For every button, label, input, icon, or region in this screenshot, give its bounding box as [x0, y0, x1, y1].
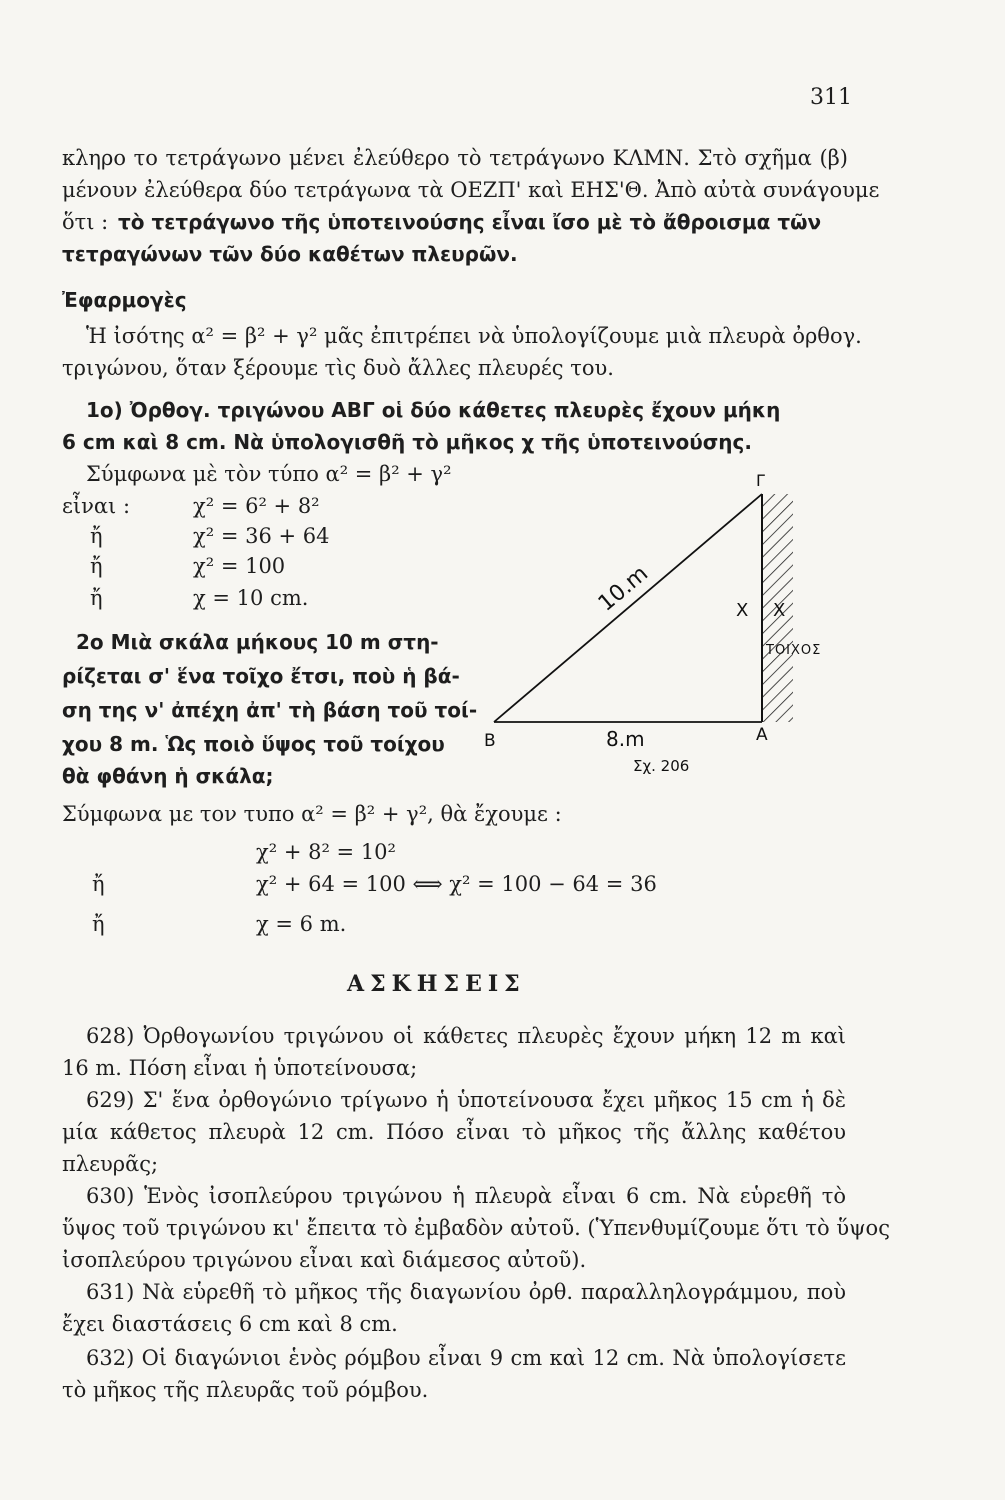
- example1-step-eq: χ² = 100: [193, 554, 286, 578]
- example2-step-label: ἤ: [92, 872, 105, 896]
- example1-step-eq: χ = 10 cm.: [193, 586, 309, 610]
- example1-step-label: ἤ: [90, 554, 103, 578]
- exercise-632-line-2: τὸ μῆκος τῆς πλευρᾶς τοῦ ρόμβου.: [62, 1378, 429, 1402]
- exercise-630-line-2: ὕψος τοῦ τριγώνου κι' ἔπειτα τὸ ἐμβαδὸν αὐτοῦ. (Ὑπενθυμίζουμε ὅτι τὸ ὕψος: [62, 1216, 890, 1240]
- exercise-629-line-2: μία κάθετος πλευρὰ 12 cm. Πόσο εἶναι τὸ μῆκος τῆς ἄλλης καθέτου: [62, 1120, 846, 1144]
- figure-caption: Σχ. 206: [633, 757, 690, 775]
- exercises-heading: ΑΣΚΗΣΕΙΣ: [347, 971, 526, 997]
- equality-line-1: Ἡ ἰσότης α² = β² + γ² μᾶς ἐπιτρέπει νὰ ὑπολογίζουμε μιὰ πλευρὰ ὀρθογ.: [86, 324, 862, 348]
- example1-step-label: ἤ: [90, 586, 103, 610]
- figure-206: [480, 470, 840, 780]
- example1-step-eq: χ² = 36 + 64: [193, 524, 330, 548]
- example1-step-label: ἤ: [90, 524, 103, 548]
- example2-step-eq: χ² + 8² = 10²: [256, 840, 396, 864]
- example2-statement-3: ση της ν' ἀπέχη ἀπ' τὴ βάση τοῦ τοί-: [62, 698, 478, 722]
- label-alpha: Α: [756, 725, 768, 745]
- example2-step-label: ἤ: [92, 912, 105, 936]
- applications-title: Ἐφαρμογὲς: [62, 288, 187, 312]
- example2-statement-5: θὰ φθάνη ἡ σκάλα;: [62, 764, 274, 788]
- exercise-631-line-2: ἔχει διαστάσεις 6 cm καὶ 8 cm.: [62, 1312, 398, 1336]
- example1-step-eq: χ² = 6² + 8²: [193, 494, 320, 518]
- equality-line-2: τριγώνου, ὅταν ξέρουμε τὶς δυὸ ἄλλες πλευρές του.: [62, 356, 614, 380]
- base-length-label: 8.m: [606, 727, 645, 751]
- exercise-630-line-1: 630) Ἑνὸς ἰσοπλεύρου τριγώνου ἡ πλευρὰ εἶναι 6 cm. Νὰ εὑρεθῆ τὸ: [86, 1184, 846, 1208]
- exercise-632-line-1: 632) Οἱ διαγώνιοι ἑνὸς ρόμβου εἶναι 9 cm καὶ 12 cm. Νὰ ὑπολογίσετε: [86, 1346, 846, 1370]
- example1-formula-intro: Σύμφωνα μὲ τὸν τύπο α² = β² + γ²: [86, 462, 452, 486]
- example2-statement-2: ρίζεται σ' ἕνα τοῖχο ἔτσι, ποὺ ἡ βά-: [62, 664, 460, 688]
- example2-step-eq: χ = 6 m.: [256, 912, 347, 936]
- example2-step-eq: χ² + 64 = 100 ⟺ χ² = 100 − 64 = 36: [256, 872, 657, 896]
- page-number: 311: [810, 85, 852, 110]
- exercise-629-line-3: πλευρᾶς;: [62, 1152, 159, 1176]
- example2-statement-1: 2ο Μιὰ σκάλα μήκους 10 m στη-: [76, 630, 439, 654]
- x-label: Χ: [736, 600, 749, 621]
- example1-statement-2: 6 cm καὶ 8 cm. Νὰ ὑπολογισθῆ τὸ μῆκος χ τῆς ὑποτεινούσης.: [62, 430, 752, 454]
- example1-statement-1: 1ο) Ὀρθογ. τριγώνου ΑΒΓ οἱ δύο κάθετες πλευρὲς ἔχουν μήκη: [86, 398, 781, 422]
- example2-formula-intro: Σύμφωνα με τον τυπο α² = β² + γ², θὰ ἔχουμε :: [62, 802, 562, 826]
- label-beta: Β: [484, 731, 496, 751]
- example2-statement-4: χου 8 m. Ὡς ποιὸ ὕψος τοῦ τοίχου: [62, 732, 445, 756]
- hyp-length-label: 10.m: [593, 561, 654, 617]
- example1-step-label: εἶναι :: [62, 494, 131, 518]
- intro-line-1: κληρο το τετράγωνο μένει ἐλεύθερο τὸ τετράγωνο ΚΛΜΝ. Στὸ σχῆμα (β): [62, 146, 848, 170]
- exercise-631-line-1: 631) Νὰ εὑρεθῆ τὸ μῆκος τῆς διαγωνίου ὀρθ. παραλληλογράμμου, ποὺ: [86, 1280, 846, 1304]
- theorem-line-2: τετραγώνων τῶν δύο καθέτων πλευρῶν.: [62, 242, 518, 266]
- wall-label: ΤΟΙΧΟΣ: [766, 643, 822, 658]
- theorem-line-1: τὸ τετράγωνο τῆς ὑποτεινούσης εἶναι ἴσο μὲ τὸ ἄθροισμα τῶν: [118, 210, 822, 234]
- x-label-wall: Χ: [773, 600, 786, 621]
- exercise-630-line-3: ἰσοπλεύρου τριγώνου εἶναι καὶ διάμεσος αὐτοῦ).: [62, 1248, 587, 1272]
- exercise-629-line-1: 629) Σ' ἕνα ὀρθογώνιο τρίγωνο ἡ ὑποτείνουσα ἔχει μῆκος 15 cm ἡ δὲ: [86, 1088, 846, 1112]
- exercise-628-line-1: 628) Ὀρθογωνίου τριγώνου οἱ κάθετες πλευρὲς ἔχουν μήκη 12 m καὶ: [86, 1024, 846, 1048]
- intro-line-2: μένουν ἐλεύθερα δύο τετράγωνα τὰ ΟΕΖΠ' καὶ ΕΗΣ'Θ. Ἀπὸ αὐτὰ συνάγουμε: [62, 178, 880, 202]
- exercise-628-line-2: 16 m. Πόση εἶναι ἡ ὑποτείνουσα;: [62, 1056, 418, 1080]
- ladder-line: [494, 494, 762, 722]
- intro-line-3: ὅτι :: [62, 210, 109, 234]
- label-gamma: Γ: [756, 471, 765, 490]
